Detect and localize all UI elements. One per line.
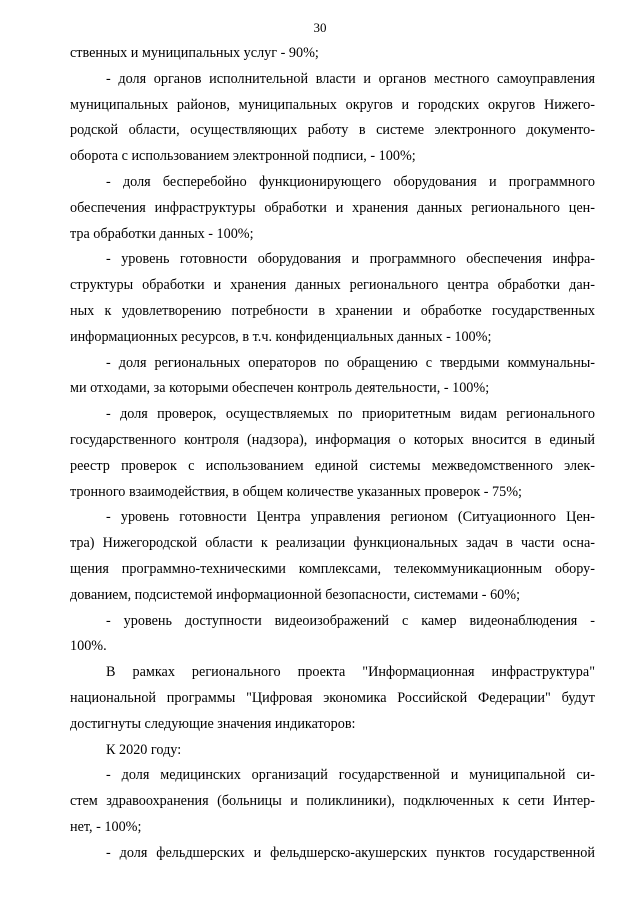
text-line: муниципальных районов, муниципальных округов и городских округов Нижего- [70,96,595,113]
text-line: родской области, осуществляющих работу в системе электронного документо- [70,122,595,139]
text-line: тра) Нижегородской области к реализации функциональных задач в части осна- [70,535,595,552]
page-number: 30 [313,20,327,35]
text-line: В рамках регионального проекта "Информационная инфраструктура" [106,664,595,681]
text-line: К 2020 году: [106,741,182,758]
text-line: щения программно-техническими комплексами, телекоммуникационным обору- [70,560,595,577]
text-line: - доля проверок, осуществляемых по приоритетным видам регионального [106,406,595,423]
text-line: - доля медицинских организаций государственной и муниципальной си- [106,767,595,784]
text-line: реестр проверок с использованием единой системы межведомственного элек- [70,457,595,474]
text-line: ми отходами, за которыми обеспечен контроль деятельности, - 100%; [70,380,490,397]
text-line: информационных ресурсов, в т.ч. конфиденциальных данных - 100%; [70,328,492,345]
text-line: структуры обработки и хранения данных регионального центра обработки дан- [70,277,595,294]
text-line: - доля фельдшерских и фельдшерско-акушерских пунктов государственной [106,844,595,861]
text-line: - уровень доступности видеоизображений с камер видеонаблюдения - [106,612,595,629]
text-line: ных к удовлетворению потребности в хранении и обработке государственных [70,302,595,319]
text-line: тронного взаимодействия, в общем количестве указанных проверок - 75%; [70,483,522,500]
text-line: 100%. [70,638,107,655]
text-line: - уровень готовности Центра управления регионом (Ситуационного Цен- [106,509,595,526]
text-line: - доля бесперебойно функционирующего оборудования и программного [106,173,595,190]
text-line: обеспечения инфраструктуры обработки и хранения данных регионального цен- [70,199,595,216]
text-line: оборота с использованием электронной подписи, - 100%; [70,148,416,165]
text-line: нет, - 100%; [70,818,142,835]
text-line: дованием, подсистемой информационной безопасности, системами - 60%; [70,586,521,603]
text-line: национальной программы "Цифровая экономика Российской Федерации" будут [70,689,595,706]
text-line: достигнуты следующие значения индикаторов: [70,715,356,732]
document-body [70,41,595,867]
text-line: - доля органов исполнительной власти и органов местного самоуправления [106,70,595,87]
text-line: государственного контроля (надзора), информация о которых вносится в единый [70,431,595,448]
text-line: тра обработки данных - 100%; [70,225,254,242]
text-line: стем здравоохранения (больницы и поликлиники), подключенных к сети Интер- [70,793,595,810]
text-line: - уровень готовности оборудования и программного обеспечения инфра- [106,251,595,268]
text-line: ственных и муниципальных услуг - 90%; [70,45,319,61]
text-line: - доля региональных операторов по обращению с твердыми коммунальны- [106,354,595,371]
